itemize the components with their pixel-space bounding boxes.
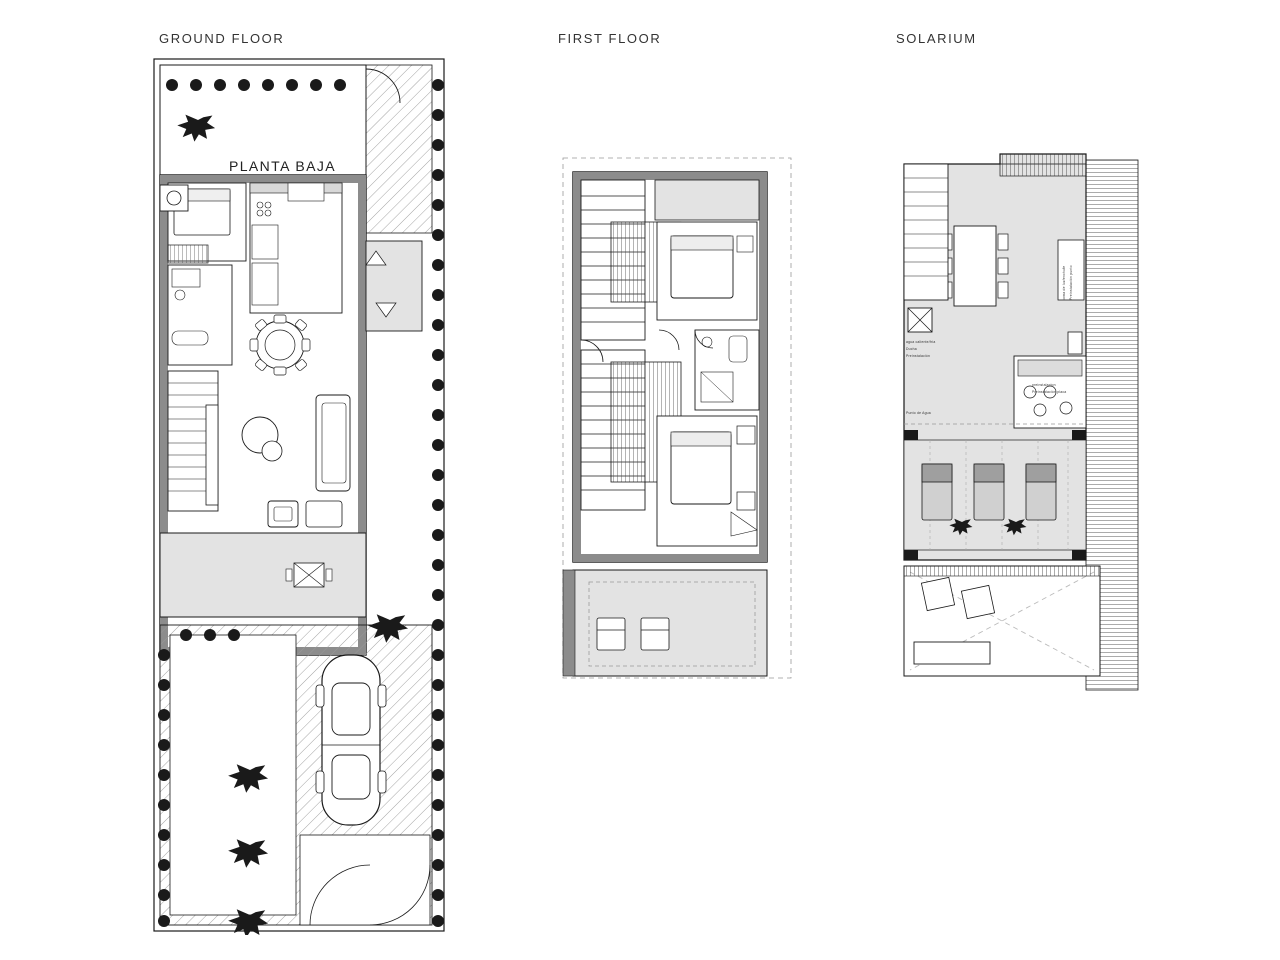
annotation-preinstall-plate: Preinstalación placa (1032, 390, 1067, 394)
first-floor-plan (545, 140, 825, 700)
lounger-zone (904, 440, 1086, 550)
bedroom-2 (657, 416, 757, 546)
upper-void (655, 180, 759, 220)
lower-pergola (904, 566, 1100, 676)
utility-box (1068, 332, 1082, 354)
solarium-plan (890, 140, 1140, 700)
shower-symbol (908, 308, 932, 332)
front-garden-hatch (366, 65, 432, 233)
meter-box (160, 185, 188, 211)
guest-bathroom (168, 265, 232, 365)
annotation-preinstall-point: Preinstalación punto (1069, 265, 1073, 300)
staircase-ground (168, 371, 218, 511)
kitchen (250, 183, 342, 313)
annotation-hot-cold-water: agua caliente/fria (906, 340, 936, 344)
louvre-vent (168, 245, 208, 263)
ground-floor-plan (150, 55, 450, 935)
parapet (563, 570, 575, 676)
annotation-water-point: Punto de Agua (906, 411, 931, 415)
rear-garden (160, 625, 432, 925)
plan-title-solarium: SOLARIUM (896, 31, 977, 46)
planta-baja-label: PLANTA BAJA (229, 158, 336, 174)
annotation-preinstalacion: preinstalacion (1032, 383, 1056, 387)
outdoor-dining-table (942, 226, 1008, 306)
annotation-shower: Ducha (906, 347, 917, 351)
side-shaft (366, 241, 422, 331)
plan-title-ground-floor: GROUND FLOOR (159, 31, 285, 46)
roof-vent-strip (1000, 154, 1086, 176)
annotation-preinstall: Preinstalación (906, 354, 931, 358)
rear-terrace (160, 533, 366, 617)
balcony-terrace (573, 570, 767, 676)
bathroom-first (695, 330, 759, 410)
car-icon (316, 655, 386, 825)
plan-title-first-floor: FIRST FLOOR (558, 31, 662, 46)
dining-table (250, 315, 310, 375)
annotation-power-socket: toma de luz/enchufe (1062, 265, 1066, 300)
staircase-solarium (904, 164, 948, 300)
bedroom-1 (657, 222, 757, 320)
